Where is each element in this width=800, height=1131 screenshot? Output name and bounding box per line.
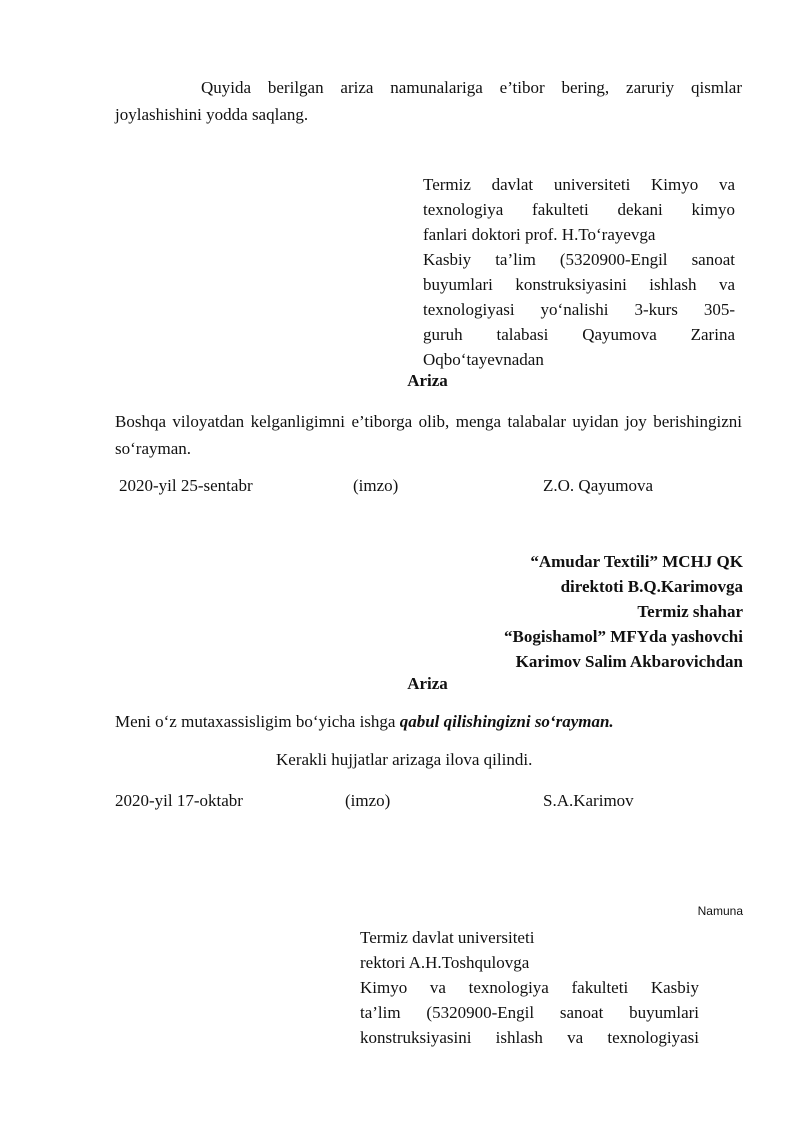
sample2-title: Ariza	[407, 674, 448, 693]
sample1-body: Boshqa viloyatdan kelganligimni e’tiborga olib, menga talabalar uyidan joy berishingizni so‘rayman.	[115, 412, 742, 458]
sample1-addressee-line: buyumlari konstruksiyasini ishlash va	[423, 275, 735, 294]
sample1-name: Z.O. Qayumova	[543, 476, 654, 495]
sample3-addressee-line: ta’lim (5320900-Engil sanoat buyumlari	[360, 1003, 699, 1022]
sample2-body-emphasis: qabul qilishingizni so‘rayman.	[399, 712, 614, 731]
sample3-addressee-line: rektori A.H.Toshqulovga	[360, 953, 530, 972]
sample2-body-text: Meni o‘z mutaxassisligim bo‘yicha ishga	[115, 712, 400, 731]
sample1-date: 2020-yil 25-sentabr	[119, 476, 253, 495]
sample2-date: 2020-yil 17-oktabr	[115, 791, 243, 810]
sample2-addressee-line: direktoti B.Q.Karimovga	[560, 577, 743, 596]
sample1-addressee-line: Termiz davlat universiteti Kimyo va	[423, 175, 735, 194]
sample2-addressee-block	[380, 549, 743, 674]
sample3-addressee-line: Kimyo va texnologiya fakulteti Kasbiy	[360, 978, 699, 997]
sample2-addressee-line: “Amudar Textili” MCHJ QK	[530, 552, 743, 571]
sample2-name: S.A.Karimov	[543, 791, 634, 810]
sample1-addressee-line: Kasbiy ta’lim (5320900-Engil sanoat	[423, 250, 735, 269]
sample1-addressee-line: guruh talabasi Qayumova Zarina	[423, 325, 735, 344]
sample2-signature: (imzo)	[345, 791, 391, 810]
sample3-label: Namuna	[697, 904, 743, 918]
sample3-addressee-line: Termiz davlat universiteti	[360, 928, 535, 947]
sample1-title: Ariza	[407, 371, 448, 390]
sample2-addressee-line: Karimov Salim Akbarovichdan	[515, 652, 743, 671]
sample2-addressee-line: “Bogishamol” MFYda yashovchi	[504, 627, 743, 646]
sample3-addressee-block	[360, 925, 699, 1050]
sample2-addressee-line: Termiz shahar	[637, 602, 743, 621]
intro-paragraph: Quyida berilgan ariza namunalariga e’tibor bering, zaruriy qismlar joylashishini yodda saqlang.	[115, 78, 742, 124]
sample2-body	[115, 712, 614, 732]
sample1-signature: (imzo)	[353, 476, 399, 495]
sample2-enclosure-note: Kerakli hujjatlar arizaga ilova qilindi.	[276, 750, 533, 769]
sample1-addressee-block	[423, 172, 735, 372]
sample3-addressee-line: konstruksiyasini ishlash va texnologiyasi	[360, 1028, 699, 1047]
sample1-addressee-line: Oqbo‘tayevnadan	[423, 350, 544, 369]
sample1-addressee-line: texnologiya fakulteti dekani kimyo	[423, 200, 735, 219]
sample1-addressee-line: fanlari doktori prof. H.To‘rayevga	[423, 225, 656, 244]
sample1-addressee-line: texnologiyasi yo‘nalishi 3-kurs 305-	[423, 300, 735, 319]
